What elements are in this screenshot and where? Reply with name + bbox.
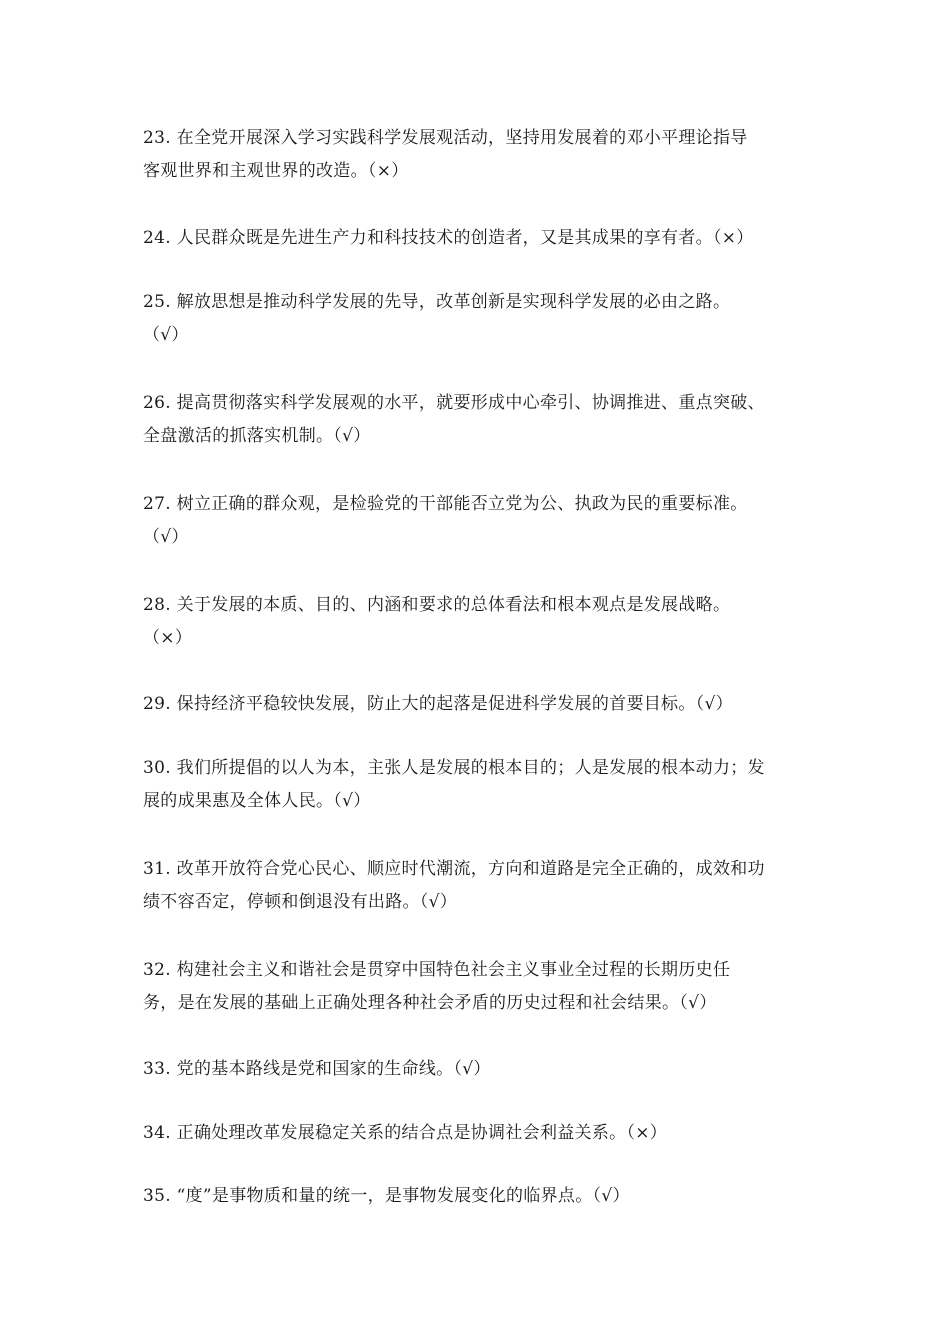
question-item <box>143 954 811 1020</box>
question-item <box>143 1180 811 1213</box>
question-text-line: 33. 党的基本路线是党和国家的生命线。（√） <box>143 1059 491 1079</box>
question-item <box>143 752 811 818</box>
question-item <box>143 286 811 352</box>
question-text-line: 29. 保持经济平稳较快发展，防止大的起落是促进科学发展的首要目标。（√） <box>143 694 733 714</box>
question-text-line: 客观世界和主观世界的改造。（×） <box>143 161 409 181</box>
question-text-line: （√） <box>143 325 189 345</box>
question-item <box>143 222 811 255</box>
question-item <box>143 387 811 453</box>
question-text-line: 34. 正确处理改革发展稳定关系的结合点是协调社会利益关系。（×） <box>143 1123 668 1143</box>
question-text-line: 27. 树立正确的群众观，是检验党的干部能否立党为公、执政为民的重要标准。 <box>143 494 748 514</box>
question-text-line: 25. 解放思想是推动科学发展的先导，改革创新是实现科学发展的必由之路。 <box>143 292 731 312</box>
question-item <box>143 488 811 554</box>
question-item <box>143 1053 811 1086</box>
question-text-line: 28. 关于发展的本质、目的、内涵和要求的总体看法和根本观点是发展战略。 <box>143 595 731 615</box>
question-text-line: 务，是在发展的基础上正确处理各种社会矛盾的历史过程和社会结果。（√） <box>143 993 717 1013</box>
question-item <box>143 853 811 919</box>
question-item <box>143 122 811 188</box>
question-item <box>143 688 811 721</box>
question-item <box>143 589 811 655</box>
question-text-line: 展的成果惠及全体人民。（√） <box>143 791 371 811</box>
question-text-line: （×） <box>143 628 193 648</box>
question-text-line: （√） <box>143 527 189 547</box>
question-text-line: 30. 我们所提倡的以人为本，主张人是发展的根本目的；人是发展的根本动力；发 <box>143 758 765 778</box>
question-text-line: 26. 提高贯彻落实科学发展观的水平，就要形成中心牵引、协调推进、重点突破、 <box>143 393 765 413</box>
question-text-line: 23. 在全党开展深入学习实践科学发展观活动，坚持用发展着的邓小平理论指导 <box>143 128 748 148</box>
question-text-line: 24. 人民群众既是先进生产力和科技技术的创造者，又是其成果的享有者。（×） <box>143 228 754 248</box>
question-text-line: 全盘激活的抓落实机制。（√） <box>143 426 371 446</box>
question-text-line: 35. “度”是事物质和量的统一，是事物发展变化的临界点。（√） <box>143 1186 630 1206</box>
question-item <box>143 1117 811 1150</box>
question-text-line: 31. 改革开放符合党心民心、顺应时代潮流，方向和道路是完全正确的，成效和功 <box>143 859 765 879</box>
question-text-line: 绩不容否定，停顿和倒退没有出路。（√） <box>143 892 458 912</box>
question-text-line: 32. 构建社会主义和谐社会是贯穿中国特色社会主义事业全过程的长期历史任 <box>143 960 731 980</box>
